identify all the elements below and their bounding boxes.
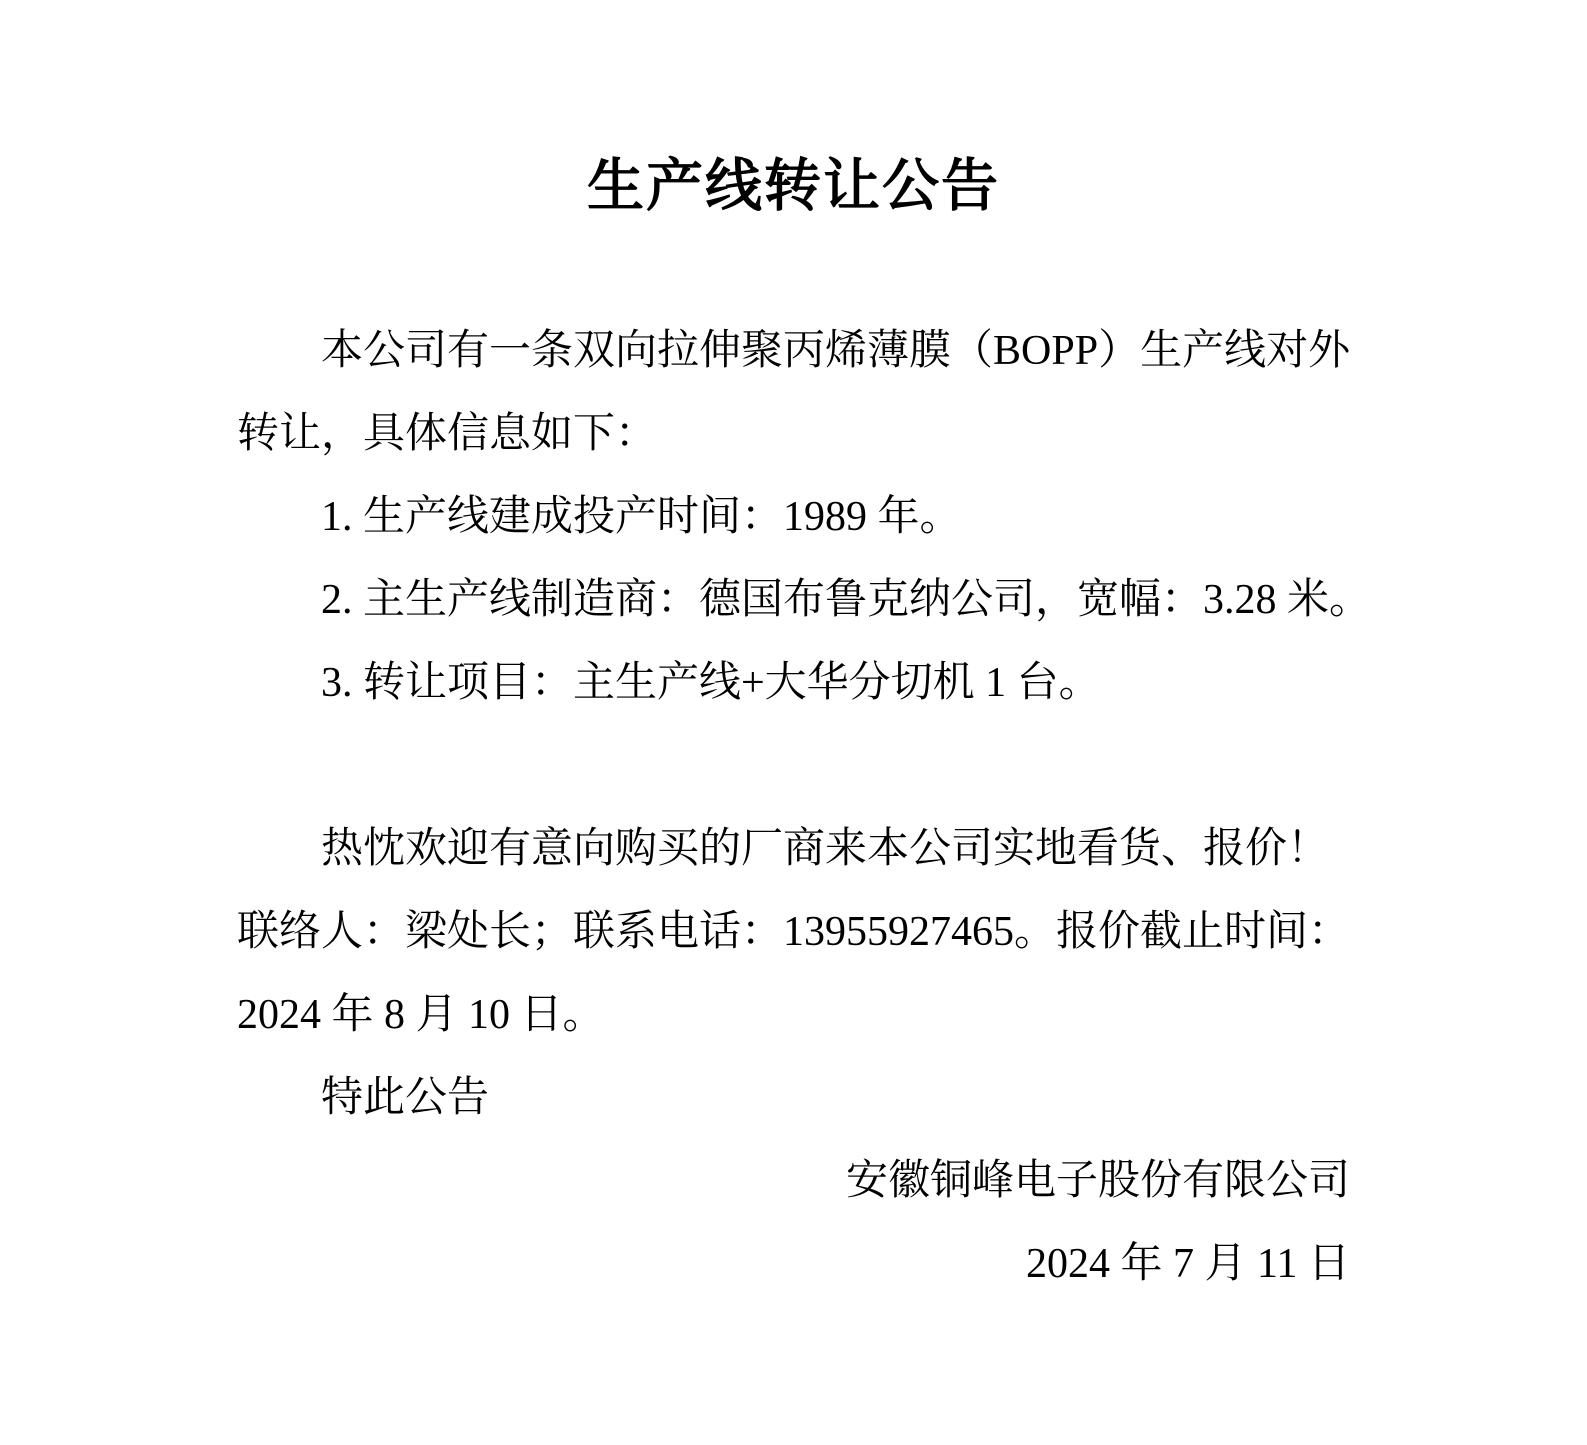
contact-line-1: 热忱欢迎有意向购买的厂商来本公司实地看货、报价！: [321, 826, 1330, 872]
signature-date: 2024 年 7 月 11 日: [1026, 1241, 1350, 1287]
company-signature: 安徽铜峰电子股份有限公司: [845, 1158, 1350, 1204]
closing-line: 特此公告: [321, 1075, 490, 1121]
list-item-3: 3. 转让项目：主生产线+大华分切机 1 台。: [321, 660, 1101, 706]
contact-line-2: 联络人：梁处长；联系电话：13955927465。报价截止时间：: [237, 909, 1351, 955]
intro-line-2: 转让，具体信息如下：: [237, 411, 658, 457]
intro-line-1: 本公司有一条双向拉伸聚丙烯薄膜（BOPP）生产线对外: [321, 328, 1351, 374]
contact-line-3: 2024 年 8 月 10 日。: [237, 992, 605, 1038]
list-item-1: 1. 生产线建成投产时间：1989 年。: [321, 494, 962, 540]
document-title: 生产线转让公告: [587, 154, 1000, 218]
list-item-2: 2. 主生产线制造商：德国布鲁克纳公司，宽幅：3.28 米。: [321, 577, 1372, 623]
